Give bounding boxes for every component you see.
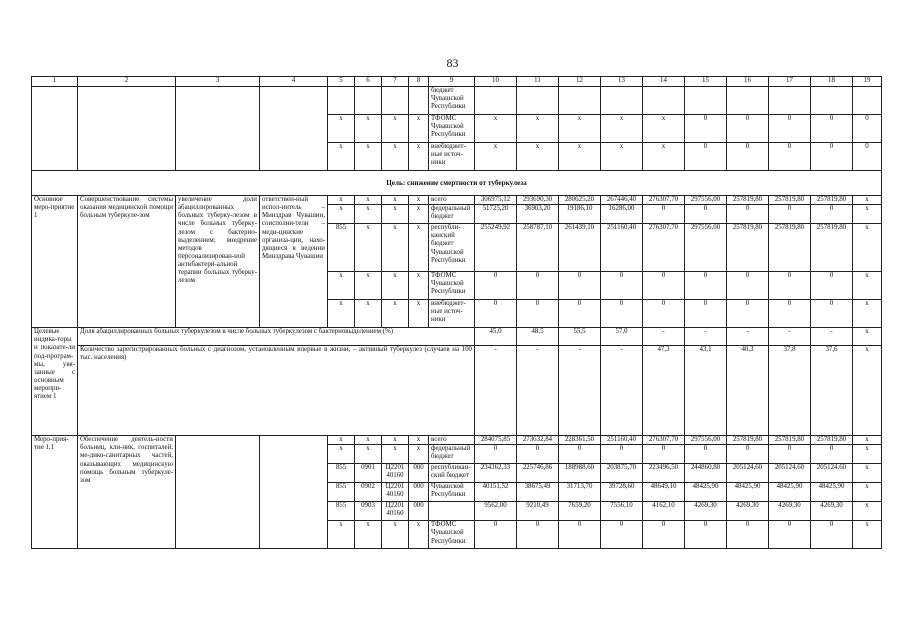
- funding-source-cell: всего: [429, 196, 475, 205]
- column-number: 13: [601, 77, 643, 87]
- amount-cell: 257819,80: [811, 436, 853, 445]
- empty-cell: [176, 87, 260, 171]
- event-name: Обеспечение деятель-ности больниц, кли-ник, госпиталей, ме-дико-санитарных частей, оказывающих медицинскую помощь больным туберкуле-зом: [78, 436, 176, 549]
- amount-cell: 0: [643, 445, 685, 464]
- note-cell: x: [853, 445, 882, 464]
- amount-cell: 4269,30: [685, 502, 727, 521]
- code-cell: 855: [328, 464, 355, 483]
- targets-label: Целевые индика-торы и показате-ли под-програм-мы, увя-занные с основным меропри-ятием 1: [32, 328, 78, 436]
- amount-cell: x: [517, 143, 559, 171]
- amount-cell: 0: [601, 272, 643, 300]
- amount-cell: 205124,60: [769, 464, 811, 483]
- note-cell: x: [853, 300, 882, 328]
- code-cell: x: [355, 115, 382, 143]
- amount-cell: 0: [811, 143, 853, 171]
- column-number: 17: [769, 77, 811, 87]
- table-row: [32, 436, 882, 445]
- column-number: 19: [853, 77, 882, 87]
- code-cell: x: [382, 272, 409, 300]
- code-cell: x: [409, 205, 429, 224]
- amount-cell: 0: [727, 143, 769, 171]
- amount-cell: 297556,00: [685, 436, 727, 445]
- amount-cell: 0: [643, 205, 685, 224]
- amount-cell: 4269,30: [727, 502, 769, 521]
- table-row: [32, 87, 882, 115]
- amount-cell: 276307,70: [643, 436, 685, 445]
- amount-cell: 0: [475, 272, 517, 300]
- amount-cell: x: [475, 115, 517, 143]
- amount-cell: 225746,86: [517, 464, 559, 483]
- amount-cell: 0: [769, 272, 811, 300]
- amount-cell: 0: [811, 521, 853, 549]
- amount-cell: 0: [643, 521, 685, 549]
- code-cell: x: [409, 196, 429, 205]
- amount-cell: x: [559, 115, 601, 143]
- target-value: 37,6: [811, 346, 853, 436]
- amount-cell: 205124,60: [727, 464, 769, 483]
- amount-cell: 0: [811, 205, 853, 224]
- amount-cell: 0: [517, 521, 559, 549]
- amount-cell: 0: [601, 521, 643, 549]
- amount-cell: 4162,10: [643, 502, 685, 521]
- amount-cell: 0: [685, 445, 727, 464]
- amount-cell: 284075,85: [475, 436, 517, 445]
- note-cell: x: [853, 346, 882, 436]
- column-number: 8: [409, 77, 429, 87]
- target-value: -: [601, 346, 643, 436]
- code-cell: [382, 87, 409, 115]
- amount-cell: 255249,92: [475, 224, 517, 272]
- code-cell: x: [382, 205, 409, 224]
- column-number: 15: [685, 77, 727, 87]
- target-value: -: [685, 328, 727, 346]
- code-cell: 0901: [355, 464, 382, 483]
- amount-cell: 0: [517, 272, 559, 300]
- amount-cell: 280625,20: [559, 196, 601, 205]
- amount-cell: 257819,80: [769, 436, 811, 445]
- note-cell: x: [853, 205, 882, 224]
- amount-cell: 0: [727, 205, 769, 224]
- amount-cell: 36903,20: [517, 205, 559, 224]
- amount-cell: 48425,90: [811, 483, 853, 502]
- code-cell: x: [355, 224, 382, 272]
- target-value: 57,0: [601, 328, 643, 346]
- column-number: 9: [429, 77, 475, 87]
- amount-cell: 19186,10: [559, 205, 601, 224]
- code-cell: x: [382, 521, 409, 549]
- note-cell: x: [853, 483, 882, 502]
- goal-row: [32, 171, 882, 196]
- amount-cell: 0: [769, 143, 811, 171]
- code-cell: x: [328, 143, 355, 171]
- code-cell: x: [328, 436, 355, 445]
- amount-cell: 251160,40: [601, 436, 643, 445]
- target-value: -: [769, 328, 811, 346]
- amount-cell: 48425,90: [727, 483, 769, 502]
- code-cell: x: [382, 196, 409, 205]
- funding-source-cell: [429, 502, 475, 521]
- target-value: 45,0: [475, 328, 517, 346]
- code-cell: x: [382, 445, 409, 464]
- column-number: 3: [176, 77, 260, 87]
- amount-cell: x: [475, 143, 517, 171]
- event-label: Основное меро-приятие 1: [32, 196, 78, 328]
- funding-source-cell: Чувашской Республики: [429, 483, 475, 502]
- amount-cell: 0: [475, 445, 517, 464]
- code-cell: 000: [409, 464, 429, 483]
- amount-cell: [685, 87, 727, 115]
- page-number: 83: [446, 56, 459, 70]
- amount-cell: 251160,40: [601, 224, 643, 272]
- amount-cell: 0: [727, 272, 769, 300]
- note-cell: x: [853, 464, 882, 483]
- code-cell: Ц2201 40160: [382, 464, 409, 483]
- target-value: 40,3: [727, 346, 769, 436]
- amount-cell: 0: [685, 272, 727, 300]
- amount-cell: 257819,80: [727, 436, 769, 445]
- budget-table: [31, 76, 882, 549]
- amount-cell: 257819,80: [811, 224, 853, 272]
- amount-cell: 0: [727, 115, 769, 143]
- amount-cell: 0: [769, 521, 811, 549]
- target-text: Доля абациллированных больных туберкулезом в числе больных туберкулезом с бактериовыделением (%): [78, 328, 475, 346]
- amount-cell: 276307,70: [643, 196, 685, 205]
- amount-cell: 257819,80: [811, 196, 853, 205]
- target-value: 55,5: [559, 328, 601, 346]
- target-value: -: [559, 346, 601, 436]
- amount-cell: 51725,20: [475, 205, 517, 224]
- code-cell: x: [355, 272, 382, 300]
- amount-cell: 48425,90: [685, 483, 727, 502]
- empty-cell: [78, 87, 176, 171]
- target-text: Количество зарегистрированных больных с диагнозом, установленным впервые в жизни, – активный туберкулез (случаев на 100 тыс. населения): [78, 346, 475, 436]
- code-cell: x: [355, 521, 382, 549]
- note-cell: 0: [853, 115, 882, 143]
- amount-cell: 0: [769, 205, 811, 224]
- note-cell: x: [853, 436, 882, 445]
- amount-cell: 0: [685, 205, 727, 224]
- target-value: 48,5: [517, 328, 559, 346]
- amount-cell: 0: [559, 272, 601, 300]
- code-cell: 000: [409, 483, 429, 502]
- code-cell: x: [409, 272, 429, 300]
- column-number: 11: [517, 77, 559, 87]
- amount-cell: 228361,50: [559, 436, 601, 445]
- amount-cell: 267446,40: [601, 196, 643, 205]
- code-cell: x: [409, 445, 429, 464]
- amount-cell: 297556,00: [685, 224, 727, 272]
- code-cell: x: [382, 224, 409, 272]
- amount-cell: 0: [643, 300, 685, 328]
- amount-cell: [517, 87, 559, 115]
- amount-cell: 39728,60: [601, 483, 643, 502]
- empty-cell: [176, 436, 260, 549]
- amount-cell: x: [601, 115, 643, 143]
- column-number: 14: [643, 77, 685, 87]
- empty-cell: [260, 87, 328, 171]
- code-cell: x: [409, 143, 429, 171]
- code-cell: x: [328, 521, 355, 549]
- amount-cell: 0: [811, 115, 853, 143]
- amount-cell: 234362,33: [475, 464, 517, 483]
- amount-cell: 40151,52: [475, 483, 517, 502]
- column-number: 2: [78, 77, 176, 87]
- code-cell: x: [328, 445, 355, 464]
- amount-cell: [601, 87, 643, 115]
- amount-cell: 0: [727, 521, 769, 549]
- amount-cell: x: [643, 143, 685, 171]
- code-cell: 000: [409, 502, 429, 521]
- funding-source-cell: республикан-ский бюджет: [429, 464, 475, 483]
- event-executor: ответствен-ный испол-нитель – Минздрав Чувашии, соисполни-тели – меди-цинские организа-ции, нахо-дящиеся в ведении Минздрава Чувашии: [260, 196, 328, 328]
- code-cell: 855: [328, 502, 355, 521]
- amount-cell: [559, 87, 601, 115]
- amount-cell: x: [601, 143, 643, 171]
- code-cell: x: [328, 205, 355, 224]
- funding-source-cell: ТФОМС Чувашской Республики: [429, 272, 475, 300]
- amount-cell: 258787,10: [517, 224, 559, 272]
- target-value: -: [811, 328, 853, 346]
- amount-cell: 293690,30: [517, 196, 559, 205]
- amount-cell: 0: [559, 300, 601, 328]
- amount-cell: 31713,70: [559, 483, 601, 502]
- amount-cell: 0: [811, 445, 853, 464]
- column-number: 10: [475, 77, 517, 87]
- amount-cell: 0: [685, 521, 727, 549]
- amount-cell: 257819,80: [769, 224, 811, 272]
- funding-source-cell: внебюджет-ные источ-ники: [429, 143, 475, 171]
- amount-cell: 0: [517, 300, 559, 328]
- amount-cell: 0: [559, 445, 601, 464]
- column-number: 1: [32, 77, 78, 87]
- code-cell: [328, 87, 355, 115]
- amount-cell: [811, 87, 853, 115]
- code-cell: x: [409, 115, 429, 143]
- funding-source-cell: ТФОМС Чувашской Республики: [429, 521, 475, 549]
- amount-cell: [475, 87, 517, 115]
- amount-cell: 273632,84: [517, 436, 559, 445]
- target-row: [32, 328, 882, 346]
- funding-source-cell: республи-канский бюджет Чувашской Республики: [429, 224, 475, 272]
- code-cell: 0902: [355, 483, 382, 502]
- code-cell: Ц2201 40160: [382, 483, 409, 502]
- amount-cell: 257819,80: [727, 224, 769, 272]
- amount-cell: 0: [475, 521, 517, 549]
- funding-source-cell: всего: [429, 436, 475, 445]
- amount-cell: 9562,00: [475, 502, 517, 521]
- code-cell: x: [409, 224, 429, 272]
- amount-cell: 7659,20: [559, 502, 601, 521]
- amount-cell: 205124,60: [811, 464, 853, 483]
- code-cell: x: [355, 196, 382, 205]
- column-number: 18: [811, 77, 853, 87]
- amount-cell: 0: [811, 300, 853, 328]
- column-number: 12: [559, 77, 601, 87]
- code-cell: x: [328, 196, 355, 205]
- target-value: 47,3: [643, 346, 685, 436]
- note-cell: 0: [853, 143, 882, 171]
- column-number: 4: [260, 77, 328, 87]
- funding-source-cell: внебюджет-ные источ-ники: [429, 300, 475, 328]
- amount-cell: 0: [769, 300, 811, 328]
- amount-cell: 261439,10: [559, 224, 601, 272]
- amount-cell: 276307,70: [643, 224, 685, 272]
- event-name: Совершенствование системы оказания медицинской помощи больным туберкуле-зом: [78, 196, 176, 328]
- code-cell: x: [382, 300, 409, 328]
- amount-cell: 203875,70: [601, 464, 643, 483]
- header-row: [32, 77, 882, 87]
- code-cell: x: [382, 115, 409, 143]
- code-cell: x: [355, 445, 382, 464]
- code-cell: x: [355, 205, 382, 224]
- amount-cell: 0: [685, 143, 727, 171]
- amount-cell: [727, 87, 769, 115]
- amount-cell: 0: [727, 445, 769, 464]
- amount-cell: 4269,30: [769, 502, 811, 521]
- event-expected-result: увеличение доли абациллированных больных туберку-лезом в числе больных туберку-лезом с бактерио-выделением; внедрение методов персонализирован-ной антибактери-альной терапии больных туберку-лезом: [176, 196, 260, 328]
- target-value: 37,8: [769, 346, 811, 436]
- amount-cell: 0: [685, 115, 727, 143]
- code-cell: x: [355, 143, 382, 171]
- amount-cell: 0: [601, 300, 643, 328]
- code-cell: x: [328, 300, 355, 328]
- amount-cell: 0: [517, 445, 559, 464]
- amount-cell: [643, 87, 685, 115]
- funding-source-cell: бюджет Чувашской Республики: [429, 87, 475, 115]
- amount-cell: 0: [811, 272, 853, 300]
- amount-cell: 9210,49: [517, 502, 559, 521]
- code-cell: x: [409, 436, 429, 445]
- amount-cell: 0: [601, 445, 643, 464]
- table-row: [32, 196, 882, 205]
- code-cell: x: [382, 143, 409, 171]
- amount-cell: 0: [475, 300, 517, 328]
- column-number: 6: [355, 77, 382, 87]
- target-value: -: [643, 328, 685, 346]
- note-cell: x: [853, 272, 882, 300]
- amount-cell: x: [559, 143, 601, 171]
- amount-cell: 48649,10: [643, 483, 685, 502]
- amount-cell: 4269,30: [811, 502, 853, 521]
- empty-cell: [32, 87, 78, 171]
- note-cell: x: [853, 224, 882, 272]
- code-cell: x: [355, 436, 382, 445]
- code-cell: x: [409, 300, 429, 328]
- amount-cell: 0: [727, 300, 769, 328]
- amount-cell: 0: [769, 445, 811, 464]
- amount-cell: 306975,12: [475, 196, 517, 205]
- amount-cell: 0: [559, 521, 601, 549]
- target-row: [32, 346, 882, 436]
- funding-source-cell: федеральный бюджет: [429, 445, 475, 464]
- code-cell: x: [355, 300, 382, 328]
- code-cell: 855: [328, 224, 355, 272]
- empty-cell: [260, 436, 328, 549]
- amount-cell: [769, 87, 811, 115]
- code-cell: [355, 87, 382, 115]
- note-cell: x: [853, 502, 882, 521]
- code-cell: x: [328, 115, 355, 143]
- target-value: -: [727, 328, 769, 346]
- note-cell: x: [853, 196, 882, 205]
- code-cell: Ц2201 40160: [382, 502, 409, 521]
- code-cell: 855: [328, 483, 355, 502]
- funding-source-cell: ТФОМС Чувашской Республики: [429, 115, 475, 143]
- column-number: 16: [727, 77, 769, 87]
- code-cell: [409, 87, 429, 115]
- target-value: -: [517, 346, 559, 436]
- code-cell: x: [382, 436, 409, 445]
- funding-source-cell: федеральный бюджет: [429, 205, 475, 224]
- amount-cell: 223496,50: [643, 464, 685, 483]
- event-label: Меро-прия-тие 1.1: [32, 436, 78, 549]
- target-value: -: [475, 346, 517, 436]
- amount-cell: 0: [769, 115, 811, 143]
- amount-cell: 257819,80: [727, 196, 769, 205]
- code-cell: 0903: [355, 502, 382, 521]
- code-cell: x: [328, 272, 355, 300]
- note-cell: x: [853, 328, 882, 346]
- code-cell: x: [409, 521, 429, 549]
- amount-cell: 0: [685, 300, 727, 328]
- amount-cell: 297556,00: [685, 196, 727, 205]
- amount-cell: 7556,10: [601, 502, 643, 521]
- amount-cell: 38675,49: [517, 483, 559, 502]
- note-cell: [853, 87, 882, 115]
- amount-cell: x: [517, 115, 559, 143]
- column-number: 5: [328, 77, 355, 87]
- goal-title: Цель: снижение смертности от туберкулеза: [32, 171, 882, 196]
- amount-cell: 188988,60: [559, 464, 601, 483]
- note-cell: x: [853, 521, 882, 549]
- amount-cell: 48425,90: [769, 483, 811, 502]
- amount-cell: 257819,80: [769, 196, 811, 205]
- amount-cell: 0: [643, 272, 685, 300]
- target-value: 43,1: [685, 346, 727, 436]
- column-number: 7: [382, 77, 409, 87]
- amount-cell: x: [643, 115, 685, 143]
- amount-cell: 16286,00: [601, 205, 643, 224]
- amount-cell: 244860,80: [685, 464, 727, 483]
